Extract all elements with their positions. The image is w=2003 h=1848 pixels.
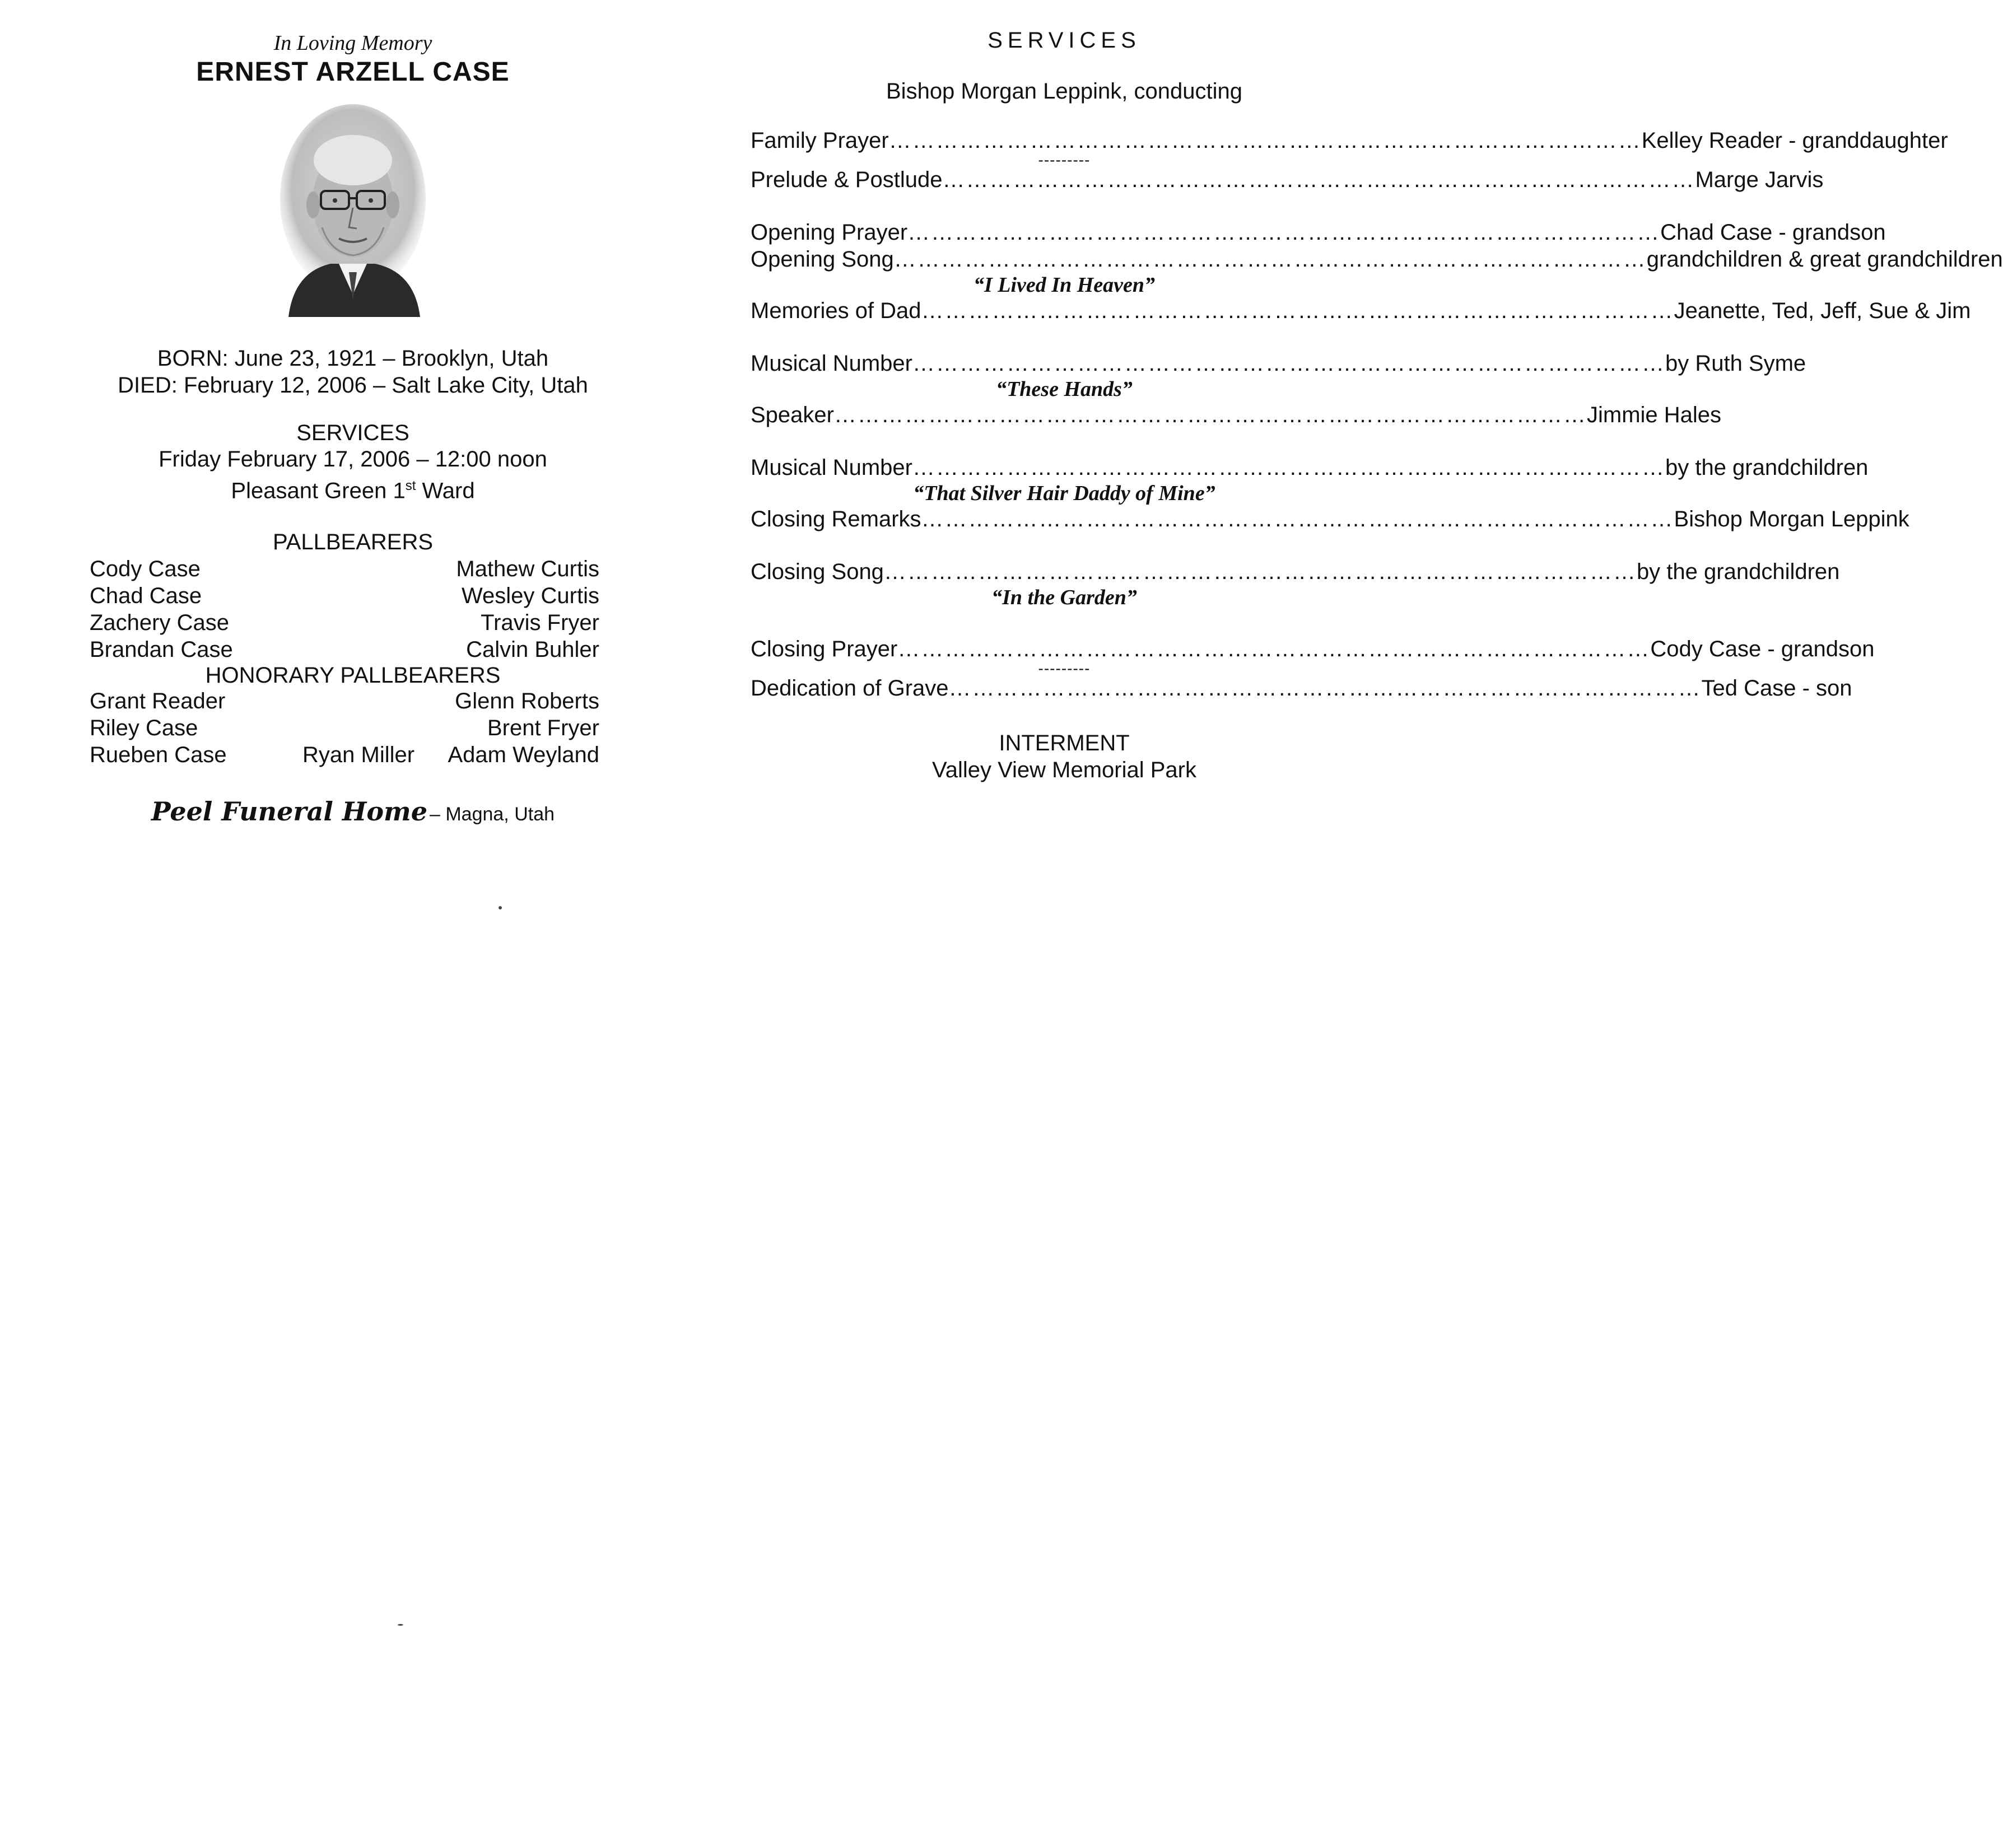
services-place: Pleasant Green 1st Ward	[231, 478, 475, 503]
pallbearer-name: Chad Case	[90, 584, 202, 609]
song-title: “That Silver Hair Daddy of Mine”	[913, 482, 1215, 505]
born-line: BORN: June 23, 1921 – Brooklyn, Utah	[157, 346, 549, 371]
honorary-row	[84, 741, 622, 768]
song-title: “I Lived In Heaven”	[973, 273, 1155, 297]
honorary-name: Ryan Miller	[302, 743, 415, 768]
honorary-name: Adam Weyland	[448, 743, 599, 768]
honorary-name: Brent Fryer	[487, 716, 599, 741]
pallbearer-name: Mathew Curtis	[456, 557, 599, 582]
program-item: Opening Prayer …………………………………………………………………………………… Chad Case - grandson	[751, 220, 1886, 245]
pallbearer-name: Travis Fryer	[481, 610, 599, 636]
honorary-pallbearers-heading: HONORARY PALLBEARERS	[205, 663, 501, 688]
program-item: Closing Song …………………………………………………………………………………… by the grandchildren	[751, 559, 1840, 584]
program-item: Family Prayer …………………………………………………………………………………… Kelley Reader - granddaughter	[751, 128, 1948, 153]
conducting-line: Bishop Morgan Leppink, conducting	[886, 79, 1242, 104]
song-title: “These Hands”	[996, 377, 1133, 401]
pallbearer-name: Cody Case	[90, 557, 201, 582]
program-item: Musical Number …………………………………………………………………………………… by the grandchildren	[751, 455, 1869, 480]
pallbearer-name: Zachery Case	[90, 610, 229, 636]
pallbearer-name: Wesley Curtis	[462, 584, 599, 609]
honorary-name: Grant Reader	[90, 689, 226, 714]
order-of-service-heading: SERVICES	[987, 28, 1141, 53]
died-line: DIED: February 12, 2006 – Salt Lake City, Utah	[118, 373, 588, 398]
scan-speck	[499, 906, 502, 909]
portrait-photo	[277, 104, 428, 317]
pallbearer-row	[84, 636, 622, 663]
honorary-row	[84, 715, 622, 741]
interment-place: Valley View Memorial Park	[931, 758, 1196, 782]
honorary-name: Riley Case	[90, 716, 198, 741]
honorary-name: Glenn Roberts	[455, 689, 599, 714]
funeral-home	[84, 796, 622, 827]
interment-heading: INTERMENT	[999, 731, 1130, 755]
in-memory-heading: In Loving Memory	[273, 31, 432, 55]
scan-speck	[398, 1624, 403, 1626]
program-item: Dedication of Grave …………………………………………………………………………………… Ted Case - son	[751, 676, 1852, 701]
pallbearers-heading: PALLBEARERS	[272, 530, 434, 555]
program-item: Closing Remarks …………………………………………………………………………………… Bishop Morgan Leppink	[751, 507, 1909, 531]
funeral-home-location: – Magna, Utah	[429, 804, 555, 825]
program-item: Memories of Dad …………………………………………………………………………………… Jeanette, Ted, Jeff, Sue & Jim	[751, 298, 1971, 323]
pallbearer-row	[84, 556, 622, 582]
pallbearer-name: Calvin Buhler	[466, 637, 599, 662]
program-item: Musical Number …………………………………………………………………………………… by Ruth Syme	[751, 351, 1806, 376]
program-item: Speaker …………………………………………………………………………………… Jimmie Hales	[751, 403, 1722, 427]
services-date: Friday February 17, 2006 – 12:00 noon	[159, 447, 547, 472]
deceased-name: ERNEST ARZELL CASE	[196, 57, 510, 87]
pallbearer-row	[84, 582, 622, 609]
services-heading: SERVICES	[296, 421, 409, 445]
funeral-home-logo: Peel Funeral Home	[151, 796, 427, 827]
right-panel	[751, 28, 2003, 783]
program-item: Prelude & Postlude …………………………………………………………………………………… Marge Jarvis	[751, 167, 1824, 192]
program-item: Opening Song …………………………………………………………………………………… grandchildren & great grandchildren	[751, 247, 2003, 272]
program-item: Closing Prayer …………………………………………………………………………………… Cody Case - grandson	[751, 637, 1875, 661]
pallbearer-name: Brandan Case	[90, 637, 233, 662]
honorary-row	[84, 688, 622, 715]
left-panel	[84, 31, 622, 827]
honorary-name: Rueben Case	[90, 743, 227, 768]
separator: ---------	[1038, 660, 1091, 677]
song-title: “In the Garden”	[991, 586, 1137, 609]
pallbearer-row	[84, 609, 622, 636]
separator: ---------	[1038, 151, 1091, 169]
